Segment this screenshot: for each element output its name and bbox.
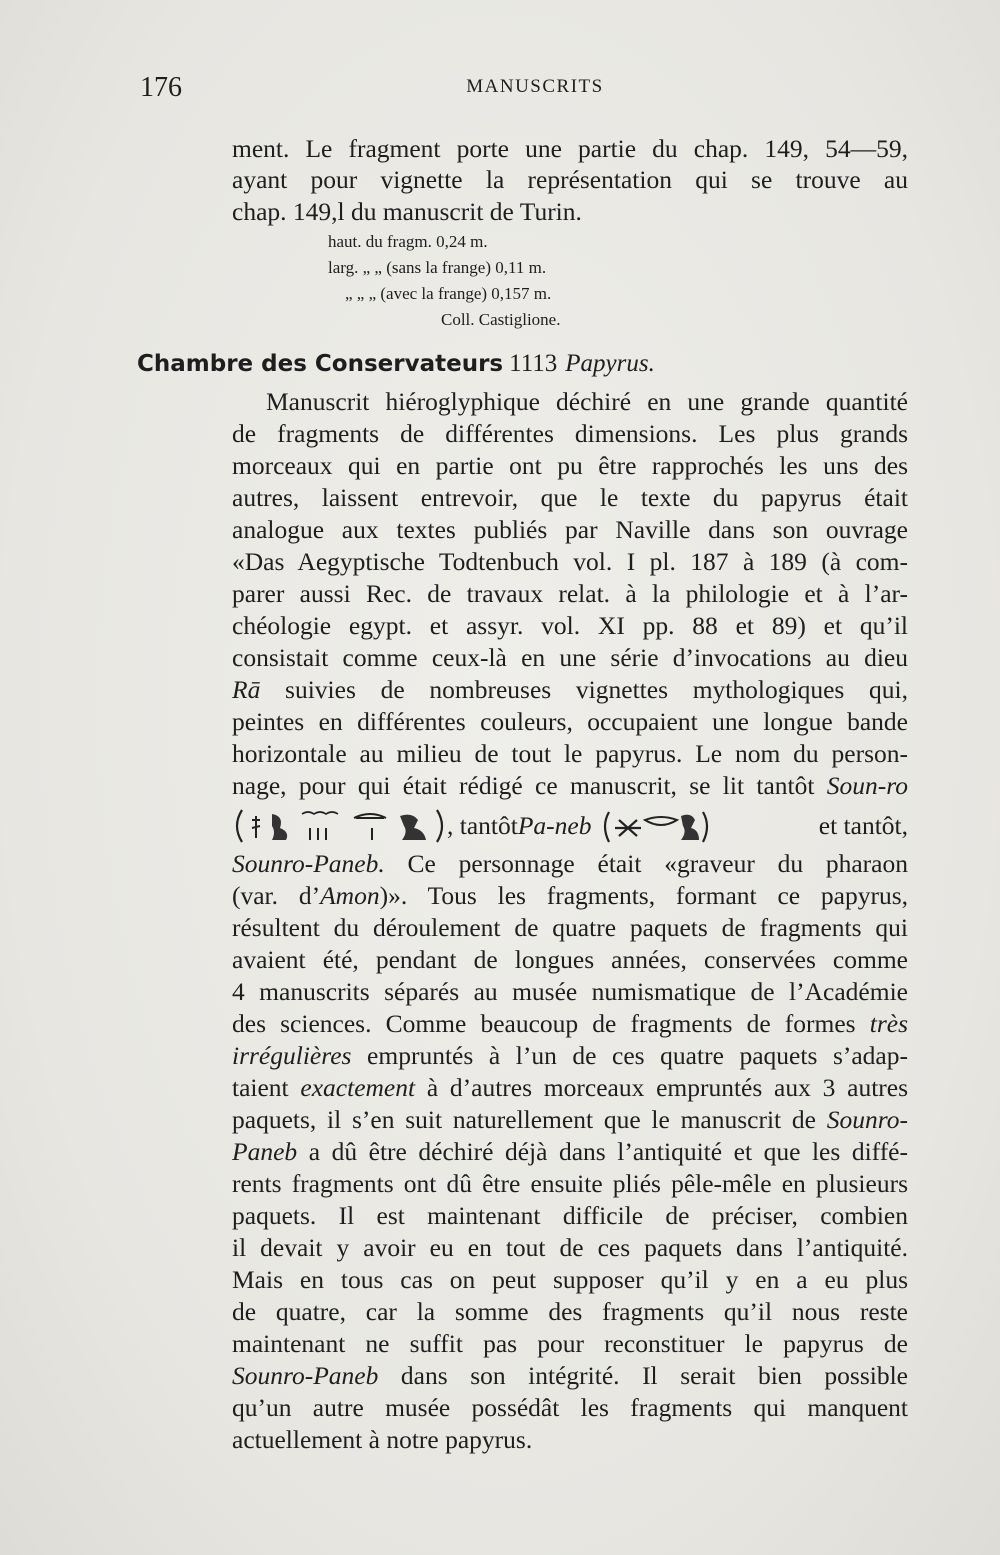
- cartouche-sounro-icon: [232, 806, 447, 846]
- italic-word: Pa-neb: [517, 811, 592, 840]
- measurement-height: haut. du fragm. 0,24 m.: [328, 232, 488, 251]
- text-span: et tantôt,: [818, 811, 908, 840]
- text-line: [232, 1072, 908, 1103]
- text-line: résultent du déroulement de quatre paquets de fragments qui: [232, 913, 908, 942]
- text-line: il devait y avoir eu en tout de ces paquets dans l’antiquité.: [232, 1233, 908, 1262]
- text-span: nage, pour qui était rédigé ce manuscrit, se lit tantôt: [232, 771, 827, 800]
- section-number: 1113: [509, 350, 558, 377]
- text-line: parer aussi Rec. de travaux relat. à la philologie et à l’ar-: [232, 579, 908, 608]
- collection-note: Coll. Castiglione.: [441, 310, 561, 329]
- text-line: [232, 1104, 908, 1135]
- text-line: de fragments de différentes dimensions. Les plus grands: [232, 419, 908, 448]
- text-line: autres, laissent entrevoir, que le texte du papyrus était: [232, 483, 908, 512]
- section-type: Papyrus.: [565, 350, 655, 377]
- text-line: consistait comme ceux-là en une série d’invocations au dieu: [232, 643, 908, 672]
- italic-word: irrégulières: [232, 1041, 352, 1070]
- italic-word: très: [869, 1009, 908, 1038]
- italic-word: exactement: [300, 1073, 416, 1102]
- text-span: (var. d’: [232, 881, 321, 910]
- hieroglyph-line: [232, 806, 908, 846]
- text-line: chap. 149,l du manuscrit de Turin.: [232, 197, 582, 226]
- text-line: avaient été, pendant de longues années, conservées comme: [232, 945, 908, 974]
- text-line: chéologie egypt. et assyr. vol. XI pp. 88 et 89) et qu’il: [232, 611, 908, 640]
- text-span: des sciences. Comme beaucoup de fragments de formes: [232, 1009, 870, 1038]
- text-span: à d’autres morceaux empruntés aux 3 autres: [415, 1073, 909, 1102]
- italic-word: Soun-ro: [826, 771, 908, 800]
- text-line: Mais en tous cas on peut supposer qu’il y en a eu plus: [232, 1265, 908, 1294]
- text-span: , tantôt: [447, 811, 518, 840]
- text-line: «Das Aegyptische Todtenbuch vol. I pl. 187 à 189 (à com-: [232, 547, 908, 576]
- italic-word: Sounro-: [826, 1105, 908, 1134]
- text-line: de quatre, car la somme des fragments qu’il nous reste: [232, 1297, 908, 1326]
- text-line: rents fragments ont dû être ensuite pliés pêle-mêle en plusieurs: [232, 1169, 908, 1198]
- text-line: qu’un autre musée possédât les fragments qui manquent: [232, 1393, 908, 1422]
- section-title: Chambre des Conservateurs: [137, 351, 504, 377]
- text-line: [232, 1360, 908, 1391]
- text-span: a dû être déchiré déjà dans l’antiquité et que les diffé-: [297, 1137, 908, 1166]
- text-line: Manuscrit hiéroglyphique déchiré en une grande quantité: [266, 387, 908, 416]
- italic-word: Amon: [320, 881, 380, 910]
- text-line: paquets. Il est maintenant difficile de préciser, combien: [232, 1201, 908, 1230]
- text-line: peintes en différentes couleurs, occupaient une longue bande: [232, 707, 908, 736]
- italic-word: Paneb: [232, 1137, 298, 1166]
- text-span: Ce personnage était «graveur du pharaon: [384, 849, 908, 878]
- text-line: 4 manuscrits séparés au musée numismatique de l’Académie: [232, 977, 908, 1006]
- text-span: )». Tous les fragments, formant ce papyrus,: [379, 881, 909, 910]
- italic-word: Sounro-Paneb: [232, 1361, 379, 1390]
- text-span: empruntés à l’un de ces quatre paquets s’adap-: [351, 1041, 908, 1070]
- page-number: 176: [140, 72, 182, 103]
- text-line: [232, 1008, 908, 1039]
- text-span: suivies de nombreuses vignettes mythologiques qui,: [260, 675, 908, 704]
- text-line: actuellement à notre papyrus.: [232, 1425, 533, 1454]
- text-span: dans son intégrité. Il serait bien possible: [378, 1361, 908, 1390]
- text-span: taient: [232, 1073, 301, 1102]
- text-span: paquets, il s’en suit naturellement que le manuscrit de: [232, 1105, 827, 1134]
- measurement-width-with-fringe: „ „ „ (avec la frange) 0,157 m.: [345, 284, 552, 303]
- text-line: maintenant ne suffit pas pour reconstituer le papyrus de: [232, 1329, 908, 1358]
- italic-word: Rā: [232, 675, 261, 704]
- text-line: [232, 770, 908, 801]
- text-line: [232, 1136, 908, 1167]
- italic-word: Sounro-Paneb.: [232, 849, 385, 878]
- text-line: analogue aux textes publiés par Naville dans son ouvrage: [232, 515, 908, 544]
- text-line: [232, 880, 908, 911]
- text-line: [232, 848, 908, 879]
- cartouche-paneb-icon: [601, 806, 711, 846]
- text-line: ayant pour vignette la représentation qui se trouve au: [232, 165, 908, 194]
- measurement-width-without-fringe: larg. „ „ (sans la frange) 0,11 m.: [328, 258, 547, 277]
- page-header: [140, 72, 930, 102]
- text-line: morceaux qui en partie ont pu être rapprochés les uns des: [232, 451, 908, 480]
- text-line: [232, 1040, 908, 1071]
- section-heading: [137, 350, 655, 378]
- text-line: [232, 674, 908, 705]
- running-head: MANUSCRITS: [466, 76, 604, 97]
- text-line: ment. Le fragment porte une partie du chap. 149, 54—59,: [232, 134, 908, 163]
- text-line: horizontale au milieu de tout le papyrus. Le nom du person-: [232, 739, 908, 768]
